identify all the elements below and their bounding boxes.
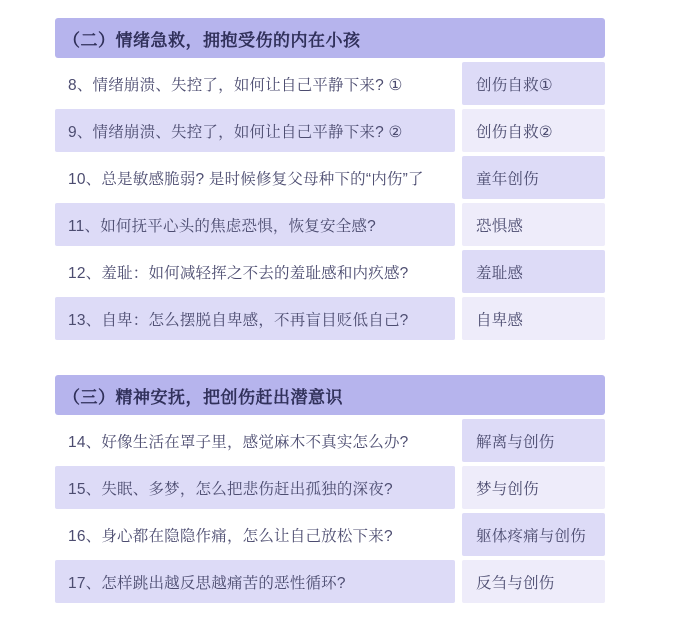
lesson-tag: 解离与创伤 [476,433,555,451]
lesson-tag-cell [462,513,605,556]
lesson-tag: 童年创伤 [476,170,539,188]
lesson-title: 9、情绪崩溃、失控了，如何让自己平静下来? ② [68,123,403,141]
section [55,18,605,340]
lesson-tag: 反刍与创伤 [476,574,555,592]
table-row [55,560,605,603]
lesson-tag-cell [462,250,605,293]
lesson-tag: 自卑感 [476,311,524,329]
course-outline-table [55,18,605,603]
lesson-title: 15、失眠、多梦，怎么把悲伤赶出孤独的深夜? [68,480,393,498]
lesson-tag: 创伤自救① [476,76,553,94]
lesson-tag: 躯体疼痛与创伤 [476,527,586,545]
lesson-title-cell [55,513,455,556]
section [55,375,605,603]
table-row [55,109,605,152]
lesson-tag-cell [462,466,605,509]
section-header [55,375,605,415]
lesson-title: 16、身心都在隐隐作痛，怎么让自己放松下来? [68,527,393,545]
lesson-title: 14、好像生活在罩子里，感觉麻木不真实怎么办? [68,433,409,451]
lesson-tag-cell [462,560,605,603]
lesson-title-cell [55,560,455,603]
table-row [55,466,605,509]
lesson-tag-cell [462,109,605,152]
lesson-tag-cell [462,156,605,199]
lesson-title-cell [55,62,455,105]
lesson-tag-cell [462,203,605,246]
lesson-tag-cell [462,419,605,462]
lesson-tag: 创伤自救② [476,123,553,141]
lesson-title-cell [55,419,455,462]
table-row [55,419,605,462]
table-row [55,62,605,105]
lesson-title-cell [55,466,455,509]
section-header-label: （三）精神安抚，把创伤赶出潜意识 [63,387,343,407]
table-row [55,513,605,556]
lesson-tag: 恐惧感 [476,217,524,235]
lesson-title-cell [55,297,455,340]
table-row [55,203,605,246]
lesson-title-cell [55,109,455,152]
lesson-title: 8、情绪崩溃、失控了，如何让自己平静下来? ① [68,76,403,94]
section-header [55,18,605,58]
lesson-title-cell [55,156,455,199]
lesson-title: 10、总是敏感脆弱? 是时候修复父母种下的“内伤”了 [68,170,424,188]
lesson-title-cell [55,203,455,246]
lesson-title: 11、如何抚平心头的焦虑恐惧，恢复安全感? [68,217,376,235]
lesson-tag-cell [462,62,605,105]
lesson-tag: 羞耻感 [476,264,524,282]
table-row [55,297,605,340]
lesson-title-cell [55,250,455,293]
lesson-title: 12、羞耻：如何减轻挥之不去的羞耻感和内疚感? [68,264,409,282]
table-row [55,250,605,293]
lesson-tag: 梦与创伤 [476,480,539,498]
lesson-tag-cell [462,297,605,340]
lesson-title: 17、怎样跳出越反思越痛苦的恶性循环? [68,574,346,592]
lesson-title: 13、自卑：怎么摆脱自卑感，不再盲目贬低自己? [68,311,409,329]
section-header-label: （二）情绪急救，拥抱受伤的内在小孩 [63,30,361,50]
table-row [55,156,605,199]
